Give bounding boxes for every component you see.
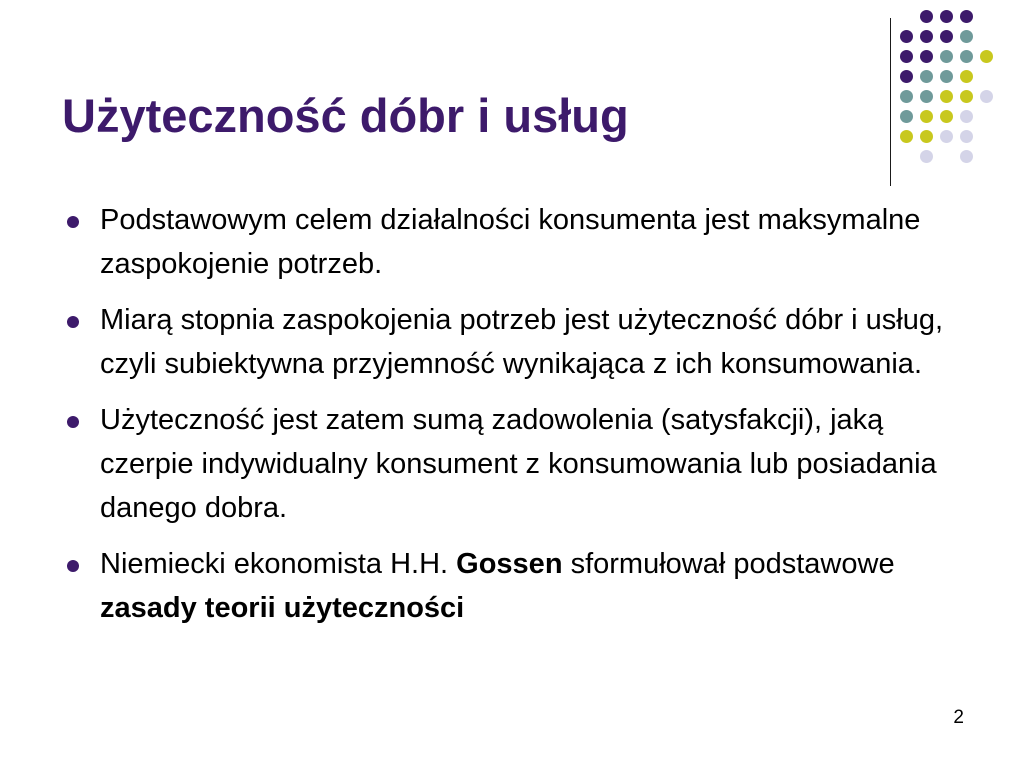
bullet-marker-icon [67,316,79,328]
page-number: 2 [953,707,964,728]
decorative-dot [960,50,973,63]
bullet-text-run: Niemiecki ekonomista H.H. [100,548,457,580]
decorative-dot [940,110,953,123]
decorative-dot [940,70,953,83]
bullet-text-bold: Gossen [456,548,563,580]
decorative-dot [920,10,933,23]
decorative-dot [920,70,933,83]
bullet-text-run: sformułował podstawowe [562,548,895,580]
decorative-dot [900,30,913,43]
bullet-text [100,304,943,380]
bullet-marker-icon [67,416,79,428]
decorative-dot [920,30,933,43]
bullet-text [100,404,937,524]
decorative-dot [980,50,993,63]
decorative-dot [920,130,933,143]
bullet-list [62,198,972,642]
decorative-dot [900,110,913,123]
decorative-dot [900,50,913,63]
decorative-dot [900,90,913,103]
decorative-dot [960,150,973,163]
decorative-dot [980,90,993,103]
bullet-marker-icon [67,216,79,228]
decorative-dot [920,150,933,163]
bullet-text-run: Miarą stopnia zaspokojenia potrzeb jest użyteczność dóbr i usług, czyli subiektywna przyjemność wynikająca z ich konsumowania. [100,304,944,380]
decorative-dot [960,110,973,123]
decorative-dot [960,30,973,43]
decorative-dot [900,70,913,83]
decorative-dot-grid [900,10,1020,180]
decorative-dot [920,50,933,63]
bullet-item [62,542,972,630]
bullet-item [62,398,972,530]
decorative-dot [920,90,933,103]
bullet-text-run: Użyteczność jest zatem sumą zadowolenia (satysfakcji), jaką czerpie indywidualny konsument z konsumowania lub posiadania danego dobra. [100,404,937,524]
decorative-dot [920,110,933,123]
bullet-text [100,548,895,624]
decorative-dot [960,90,973,103]
decorative-dot [940,10,953,23]
bullet-text [100,204,920,280]
decorative-dot [960,70,973,83]
bullet-item [62,198,972,286]
bullet-text-bold: zasady teorii użyteczności [100,592,465,624]
bullet-text-run: Podstawowym celem działalności konsumenta jest maksymalne zaspokojenie potrzeb. [100,204,921,280]
decorative-dot [940,130,953,143]
bullet-marker-icon [67,560,79,572]
bullet-item [62,298,972,386]
decorative-dot [940,90,953,103]
title-divider-line [890,18,891,186]
decorative-dot [960,10,973,23]
decorative-dot [960,130,973,143]
decorative-dot [940,50,953,63]
slide-title: Użyteczność dóbr i usług [62,89,629,142]
decorative-dot [940,30,953,43]
decorative-dot [900,130,913,143]
